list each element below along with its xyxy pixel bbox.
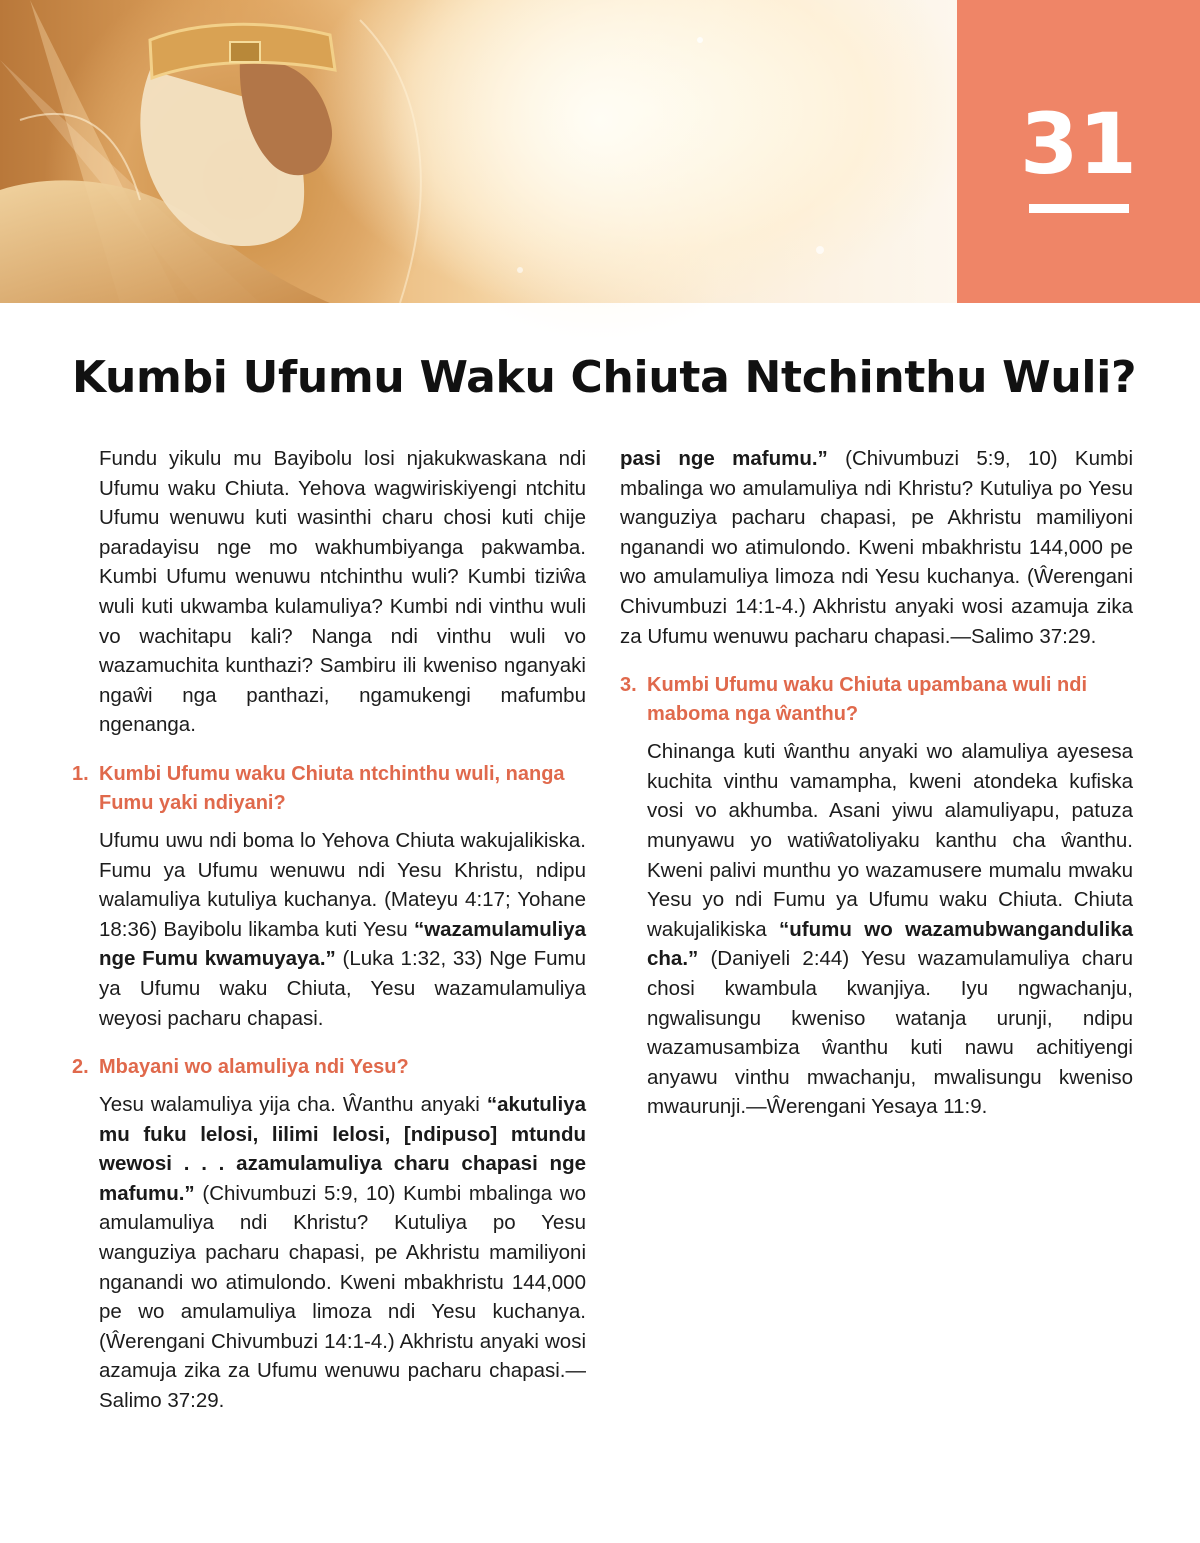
answer-paragraph-3 <box>620 737 1133 1122</box>
question-3 <box>620 671 1133 729</box>
page-title: Kumbi Ufumu Waku Chiuta Ntchinthu Wuli? <box>72 352 1137 403</box>
question-2 <box>72 1053 586 1082</box>
chapter-underline <box>1029 204 1129 213</box>
question-text: Kumbi Ufumu waku Chiuta ntchinthu wuli, nanga Fumu yaki ndiyani? <box>99 762 565 814</box>
answer-text: Ufumu uwu ndi boma lo Yehova Chiuta wakujalikiska. Fumu ya Ufumu wenuwu ndi Yesu Khristu, ndipu walamuliya kutuliya kuchanya. (Mateyu 4:17; Yohane 18:36) Bayibolu likamba kuti Yesu <box>99 828 586 941</box>
answer-text: Chinanga kuti ŵanthu anyaki wo alamuliya ayesesa kuchita vinthu vamampha, kweni atondeka kufiska vosi vo akhumba. Asani yiwu alamuliyapu, patuza munyawu yo watiŵatoliyaku kanthu cha ŵanthu. Kweni palivi munthu yo wazamusere mumalu mwaku Yesu yo ndi Fumu ya Ufumu waku Chiuta. Chiuta wakujalikiska <box>647 740 1133 941</box>
question-text: Mbayani wo alamuliya ndi Yesu? <box>99 1056 409 1079</box>
right-column <box>620 444 1133 1122</box>
answer-paragraph-1 <box>72 826 586 1033</box>
answer-text: (Luka 1:32, 33) Nge Fumu ya Ufumu waku Chiuta, Yesu wazamulamuliya weyosi pacharu chapasi. <box>99 947 586 1030</box>
question-1 <box>72 760 586 818</box>
answer-text: (Daniyeli 2:44) Yesu wazamulamuliya charu chosi kwambula kwanjiya. Iyu ngwachanju, ngwalisungu kweniso watanja urunji, ndipu wazamusambiza ŵanthu kuti nawu achitiyengi anyawu vinthu mwachanju, mwalisungu kweniso mwaurunji.—Ŵerengani Yesaya 11:9. <box>647 947 1133 1119</box>
scripture-quote-end: pasi nge mafumu.” <box>620 447 828 470</box>
intro-paragraph: Fundu yikulu mu Bayibolu losi njakukwaskana ndi Ufumu waku Chiuta. Yehova wagwiriskiyengi ntchitu Ufumu wenuwu kuti wasinthi charu chosi kuti chije paradayisu nge mo wakhumbiyanga pakwamba. Kumbi Ufumu wenuwu ntchinthu wuli? Kumbi tiziŵa wuli kuti ukwamba kulamuliya? Kumbi ndi vinthu wuli vo wachitapu kali? Nanga ndi vinthu wuli vo wazamuchita kunthazi? Sambiru ili kweniso nganyaki ngaŵi nga panthazi, ngamukengi mafumbu ngenanga. <box>99 447 586 737</box>
question-number: 3. <box>620 674 637 697</box>
answer-paragraph-2-continued: pasi nge mafumu.” (Chivumbuzi 5:9, 10) Kumbi mbalinga wo amulamuliya ndi Khristu? Kutuliya po Yesu wanguziya pacharu chapasi, pe Akhristu mamiliyoni nganandi wo atimulondo. Kweni mbakhristu 144,000 pe wo amulamuliya limoza ndi Yesu kuchanya. (Ŵerengani Chivumbuzi 14:1-4.) Akhristu anyaki wosi azamuja zika za Ufumu wenuwu pacharu chapasi.—Salimo 37:29. <box>620 447 1133 648</box>
answer-text: (Chivumbuzi 5:9, 10) Kumbi mbalinga wo amulamuliya ndi Khristu? Kutuliya po Yesu wanguziya pacharu chapasi, pe Akhristu mamiliyoni nganandi wo atimulondo. Kweni mbakhristu 144,000 pe wo amulamuliya limoza ndi Yesu kuchanya. (Ŵerengani Chivumbuzi 14:1-4.) Akhristu anyaki wosi azamuja zika za Ufumu wenuwu pacharu chapasi.—Salimo 37:29. <box>99 1181 586 1413</box>
question-number: 1. <box>72 762 89 785</box>
chapter-number: 31 <box>1020 95 1137 193</box>
answer-paragraph-2 <box>72 1090 586 1413</box>
left-column <box>72 444 586 1413</box>
scripture-quote: “ufumu wo wazamubwangandulika cha.” <box>647 917 1133 971</box>
question-text: Kumbi Ufumu waku Chiuta upambana wuli ndi maboma nga ŵanthu? <box>647 674 1088 726</box>
header-image <box>0 0 957 303</box>
answer-text: Yesu walamuliya yija cha. Ŵanthu anyaki <box>99 1093 487 1117</box>
question-number: 2. <box>72 1056 89 1079</box>
chapter-badge <box>957 0 1200 303</box>
scripture-quote: “wazamulamuliya nge Fumu kwamuyaya.” <box>99 917 586 971</box>
king-illustration <box>0 0 957 303</box>
scripture-quote: “akutuliya mu fuku lelosi, lilimi lelosi, [ndipuso] mtundu wewosi . . . azamulamuliya charu chapasi nge mafumu.” <box>99 1093 586 1205</box>
